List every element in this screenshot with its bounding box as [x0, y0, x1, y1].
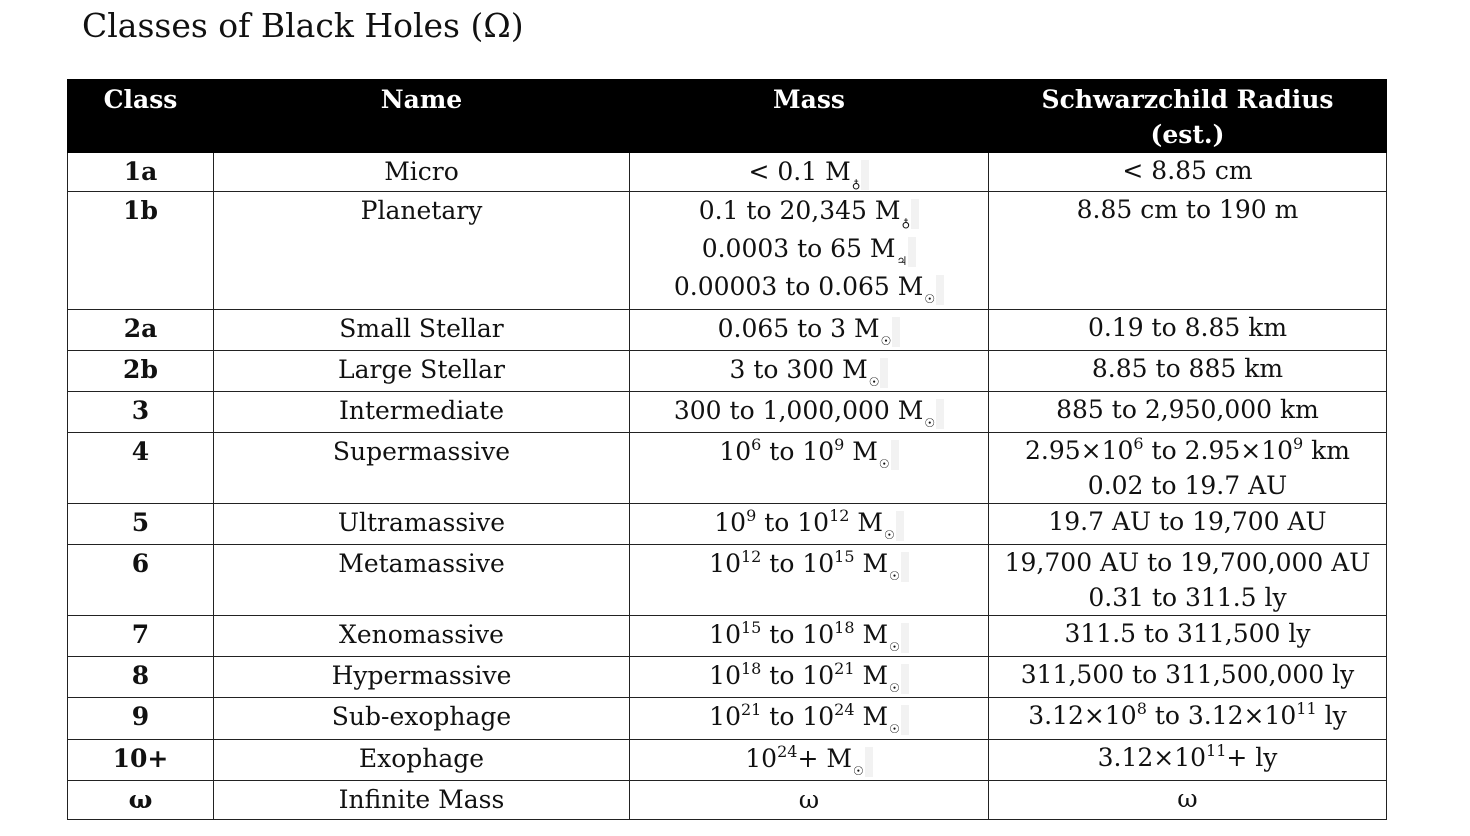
mass-unit-symbol: ☉ [889, 681, 900, 695]
radius-value: 311.5 to 311,500 ly [1064, 619, 1311, 648]
cell-schwarzschild-radius [989, 740, 1387, 781]
mass-value: $10^9$ to $10^{12}$ M☉ [634, 504, 984, 542]
radius-value: 885 to 2,950,000 km [1056, 395, 1319, 424]
cell-name: Sub-exophage [214, 698, 630, 740]
highlight-mark [901, 623, 909, 653]
mass-value: 0.065 to 3 M☉ [634, 310, 984, 348]
header-row [68, 80, 1387, 153]
table-row [68, 698, 1387, 740]
cell-name: Xenomassive [214, 616, 630, 657]
cell-mass [630, 192, 989, 310]
mass-value: < 0.1 M♁ [634, 153, 984, 191]
radius-value: 8.85 to 885 km [1091, 354, 1284, 383]
mass-value: ω [798, 785, 820, 814]
highlight-mark [880, 358, 888, 388]
radius-value: 19,700 AU to 19,700,000 AU [1004, 548, 1371, 577]
cell-mass [630, 781, 989, 820]
header-mass: Mass [630, 80, 989, 153]
highlight-mark [911, 199, 919, 229]
table-body [68, 153, 1387, 820]
cell-name: Infinite Mass [214, 781, 630, 820]
table-row [68, 392, 1387, 433]
radius-value: $3.12\times 10^{11}+$ ly [1097, 741, 1278, 772]
mass-unit-symbol: ♁ [901, 216, 911, 230]
cell-class: 6 [68, 545, 214, 616]
cell-mass [630, 504, 989, 545]
cell-mass [630, 392, 989, 433]
radius-value: 8.85 cm to 190 m [1076, 195, 1299, 224]
cell-schwarzschild-radius [989, 545, 1387, 616]
cell-name: Large Stellar [214, 351, 630, 392]
mass-unit-symbol: ♃ [896, 254, 908, 268]
cell-class: 9 [68, 698, 214, 740]
cell-class: 4 [68, 433, 214, 504]
table-row [68, 351, 1387, 392]
mass-unit-symbol: ☉ [924, 292, 936, 306]
cell-class: 2b [68, 351, 214, 392]
highlight-mark [908, 237, 916, 267]
mass-unit-symbol: ☉ [889, 569, 900, 583]
cell-class: 2a [68, 310, 214, 351]
radius-value: ω [1177, 784, 1198, 813]
cell-schwarzschild-radius [989, 504, 1387, 545]
header-class: Class [68, 80, 214, 153]
mass-value: 0.1 to 20,345 M♁ [634, 192, 984, 230]
highlight-mark [865, 747, 873, 777]
cell-schwarzschild-radius [989, 616, 1387, 657]
cell-schwarzschild-radius [989, 351, 1387, 392]
mass-value: $10^{18}$ to $10^{21}$ M☉ [634, 657, 984, 695]
radius-value: < 8.85 cm [1122, 156, 1253, 185]
mass-unit-symbol: ☉ [889, 722, 900, 736]
mass-unit-symbol: ☉ [852, 764, 864, 778]
table-row [68, 781, 1387, 820]
highlight-mark [901, 552, 909, 582]
radius-value: 19.7 AU to 19,700 AU [1048, 507, 1327, 536]
cell-mass [630, 698, 989, 740]
cell-class: ω [68, 781, 214, 820]
header-schwarzschild-radius: Schwarzchild Radius (est.) [989, 80, 1387, 153]
mass-value: 0.0003 to 65 M♃ [634, 230, 984, 268]
radius-value: $3.12\times 10^8$ to $3.12\times 10^{11}$ ly [1028, 699, 1347, 730]
mass-value: $10^{15}$ to $10^{18}$ M☉ [634, 616, 984, 654]
cell-mass [630, 351, 989, 392]
mass-unit-symbol: ♁ [851, 177, 861, 191]
radius-value: 0.19 to 8.85 km [1087, 313, 1288, 342]
cell-class: 7 [68, 616, 214, 657]
cell-class: 1b [68, 192, 214, 310]
black-hole-classes-table [67, 79, 1387, 820]
radius-value: 0.31 to 311.5 ly [1088, 583, 1287, 612]
highlight-mark [901, 705, 909, 735]
mass-unit-symbol: ☉ [889, 640, 900, 654]
cell-name: Small Stellar [214, 310, 630, 351]
radius-value: 311,500 to 311,500,000 ly [1020, 660, 1355, 689]
mass-value: $10^{12}$ to $10^{15}$ M☉ [634, 545, 984, 583]
cell-class: 1a [68, 153, 214, 192]
mass-value: $10^{24}+$ M☉ [634, 740, 984, 778]
cell-name: Metamassive [214, 545, 630, 616]
mass-unit-symbol: ☉ [880, 334, 892, 348]
cell-class: 5 [68, 504, 214, 545]
cell-name: Micro [214, 153, 630, 192]
table-row [68, 192, 1387, 310]
table-row [68, 545, 1387, 616]
highlight-mark [891, 440, 899, 470]
table-row [68, 616, 1387, 657]
mass-value: $10^{21}$ to $10^{24}$ M☉ [634, 698, 984, 736]
cell-mass [630, 310, 989, 351]
cell-mass [630, 545, 989, 616]
mass-unit-symbol: ☉ [883, 528, 895, 542]
cell-schwarzschild-radius [989, 657, 1387, 698]
cell-mass [630, 740, 989, 781]
cell-schwarzschild-radius [989, 698, 1387, 740]
mass-value: 0.00003 to 0.065 M☉ [634, 268, 984, 306]
cell-schwarzschild-radius [989, 392, 1387, 433]
table-row [68, 153, 1387, 192]
cell-name: Ultramassive [214, 504, 630, 545]
mass-value: 3 to 300 M☉ [634, 351, 984, 389]
highlight-mark [892, 317, 900, 347]
highlight-mark [896, 511, 904, 541]
mass-value: 300 to 1,000,000 M☉ [634, 392, 984, 430]
cell-mass [630, 616, 989, 657]
cell-schwarzschild-radius [989, 192, 1387, 310]
cell-name: Intermediate [214, 392, 630, 433]
cell-schwarzschild-radius [989, 153, 1387, 192]
cell-mass [630, 153, 989, 192]
cell-name: Hypermassive [214, 657, 630, 698]
cell-name: Supermassive [214, 433, 630, 504]
cell-class: 3 [68, 392, 214, 433]
cell-name: Planetary [214, 192, 630, 310]
radius-value: 0.02 to 19.7 AU [1087, 471, 1288, 500]
table-row [68, 310, 1387, 351]
mass-unit-symbol: ☉ [878, 457, 890, 471]
header-name: Name [214, 80, 630, 153]
highlight-mark [901, 664, 909, 694]
radius-value: $2.95\times 10^6$ to $2.95\times 10^9$ km [1024, 434, 1351, 465]
mass-value: $10^6$ to $10^9$ M☉ [634, 433, 984, 471]
highlight-mark [936, 275, 944, 305]
cell-name: Exophage [214, 740, 630, 781]
table-row [68, 657, 1387, 698]
page-title: Classes of Black Holes (Ω) [82, 6, 524, 45]
cell-schwarzschild-radius [989, 433, 1387, 504]
highlight-mark [861, 160, 869, 190]
cell-schwarzschild-radius [989, 310, 1387, 351]
table-row [68, 504, 1387, 545]
mass-unit-symbol: ☉ [924, 416, 936, 430]
cell-class: 10+ [68, 740, 214, 781]
cell-mass [630, 433, 989, 504]
cell-schwarzschild-radius [989, 781, 1387, 820]
highlight-mark [936, 399, 944, 429]
table-row [68, 740, 1387, 781]
cell-mass [630, 657, 989, 698]
table-header [68, 80, 1387, 153]
cell-class: 8 [68, 657, 214, 698]
mass-unit-symbol: ☉ [868, 375, 880, 389]
table-row [68, 433, 1387, 504]
